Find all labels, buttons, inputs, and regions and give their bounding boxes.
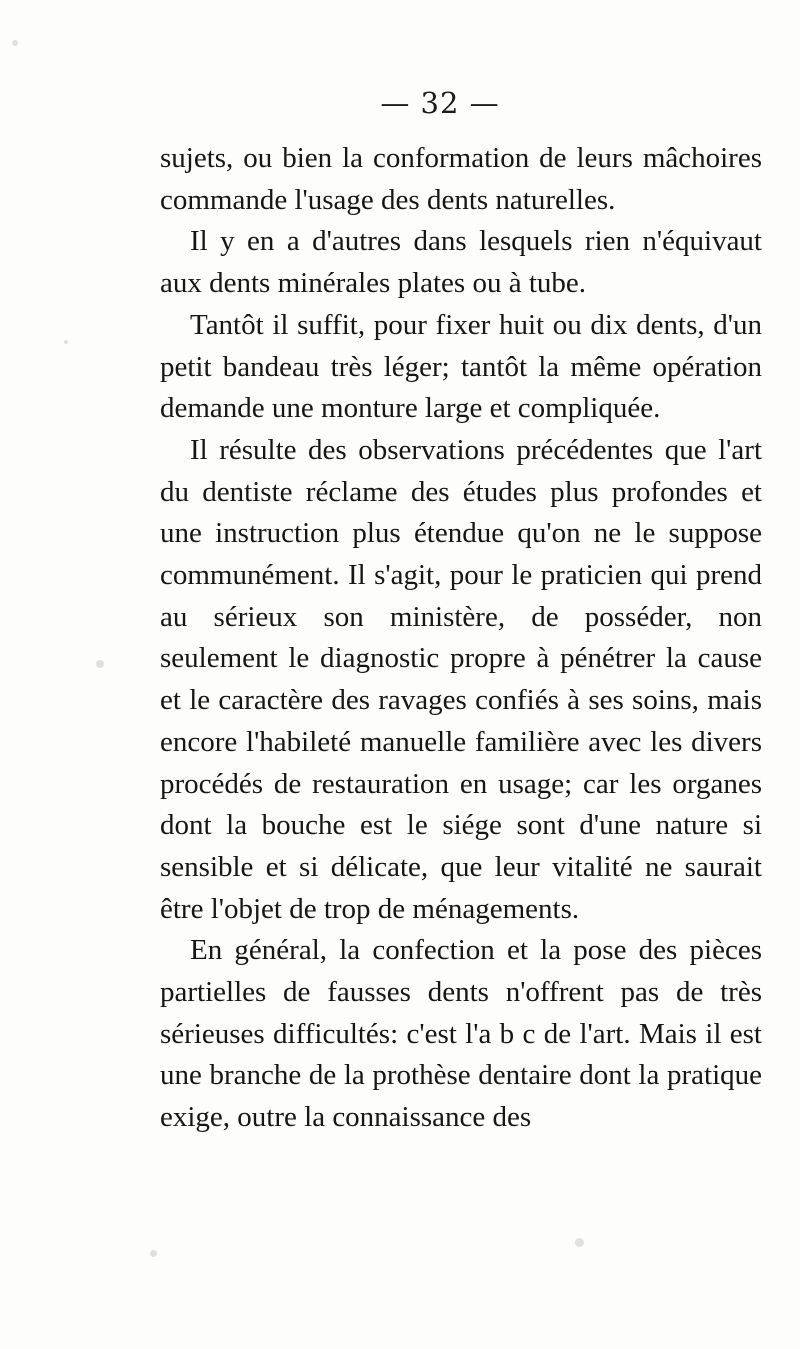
paper-speck (96, 660, 104, 668)
body-text (160, 138, 762, 1139)
paper-speck (64, 340, 68, 344)
paragraph-2: Il y en a d'autres dans lesquels rien n'équivaut aux dents minérales plates ou à tube. (160, 225, 762, 300)
paper-speck (575, 1238, 584, 1247)
paragraph-5: En général, la confection et la pose des pièces partielles de fausses dents n'offrent pas de très sérieuses difficultés: c'est l'a b c de l'art. Mais il est une branche de la prothèse dentaire dont la pratique exige, outre la connaissance des (160, 934, 762, 1134)
paragraph-4: Il résulte des observations précédentes que l'art du dentiste réclame des études plus profondes et une instruction plus étendue qu'on ne le suppose communément. Il s'agit, pour le praticien qui prend au sérieux son ministère, de posséder, non seulement le diagnostic propre à pénétrer la cause et le caractère des ravages confiés à ses soins, mais encore l'habileté manuelle familière avec les divers procédés de restauration en usage; car les organes dont la bouche est le siége sont d'une nature si sensible et si délicate, que leur vitalité ne saurait être l'objet de trop de ménagements. (160, 433, 762, 925)
paper-speck (150, 1250, 157, 1257)
paper-speck (12, 40, 18, 46)
paragraph-3: Tantôt il suffit, pour fixer huit ou dix dents, d'un petit bandeau très léger; tantôt la même opération demande une monture large et compliquée. (160, 308, 762, 425)
paragraph-1: sujets, ou bien la conformation de leurs mâchoires commande l'usage des dents naturelles. (160, 142, 762, 216)
page-number: — 32 — (380, 86, 500, 120)
